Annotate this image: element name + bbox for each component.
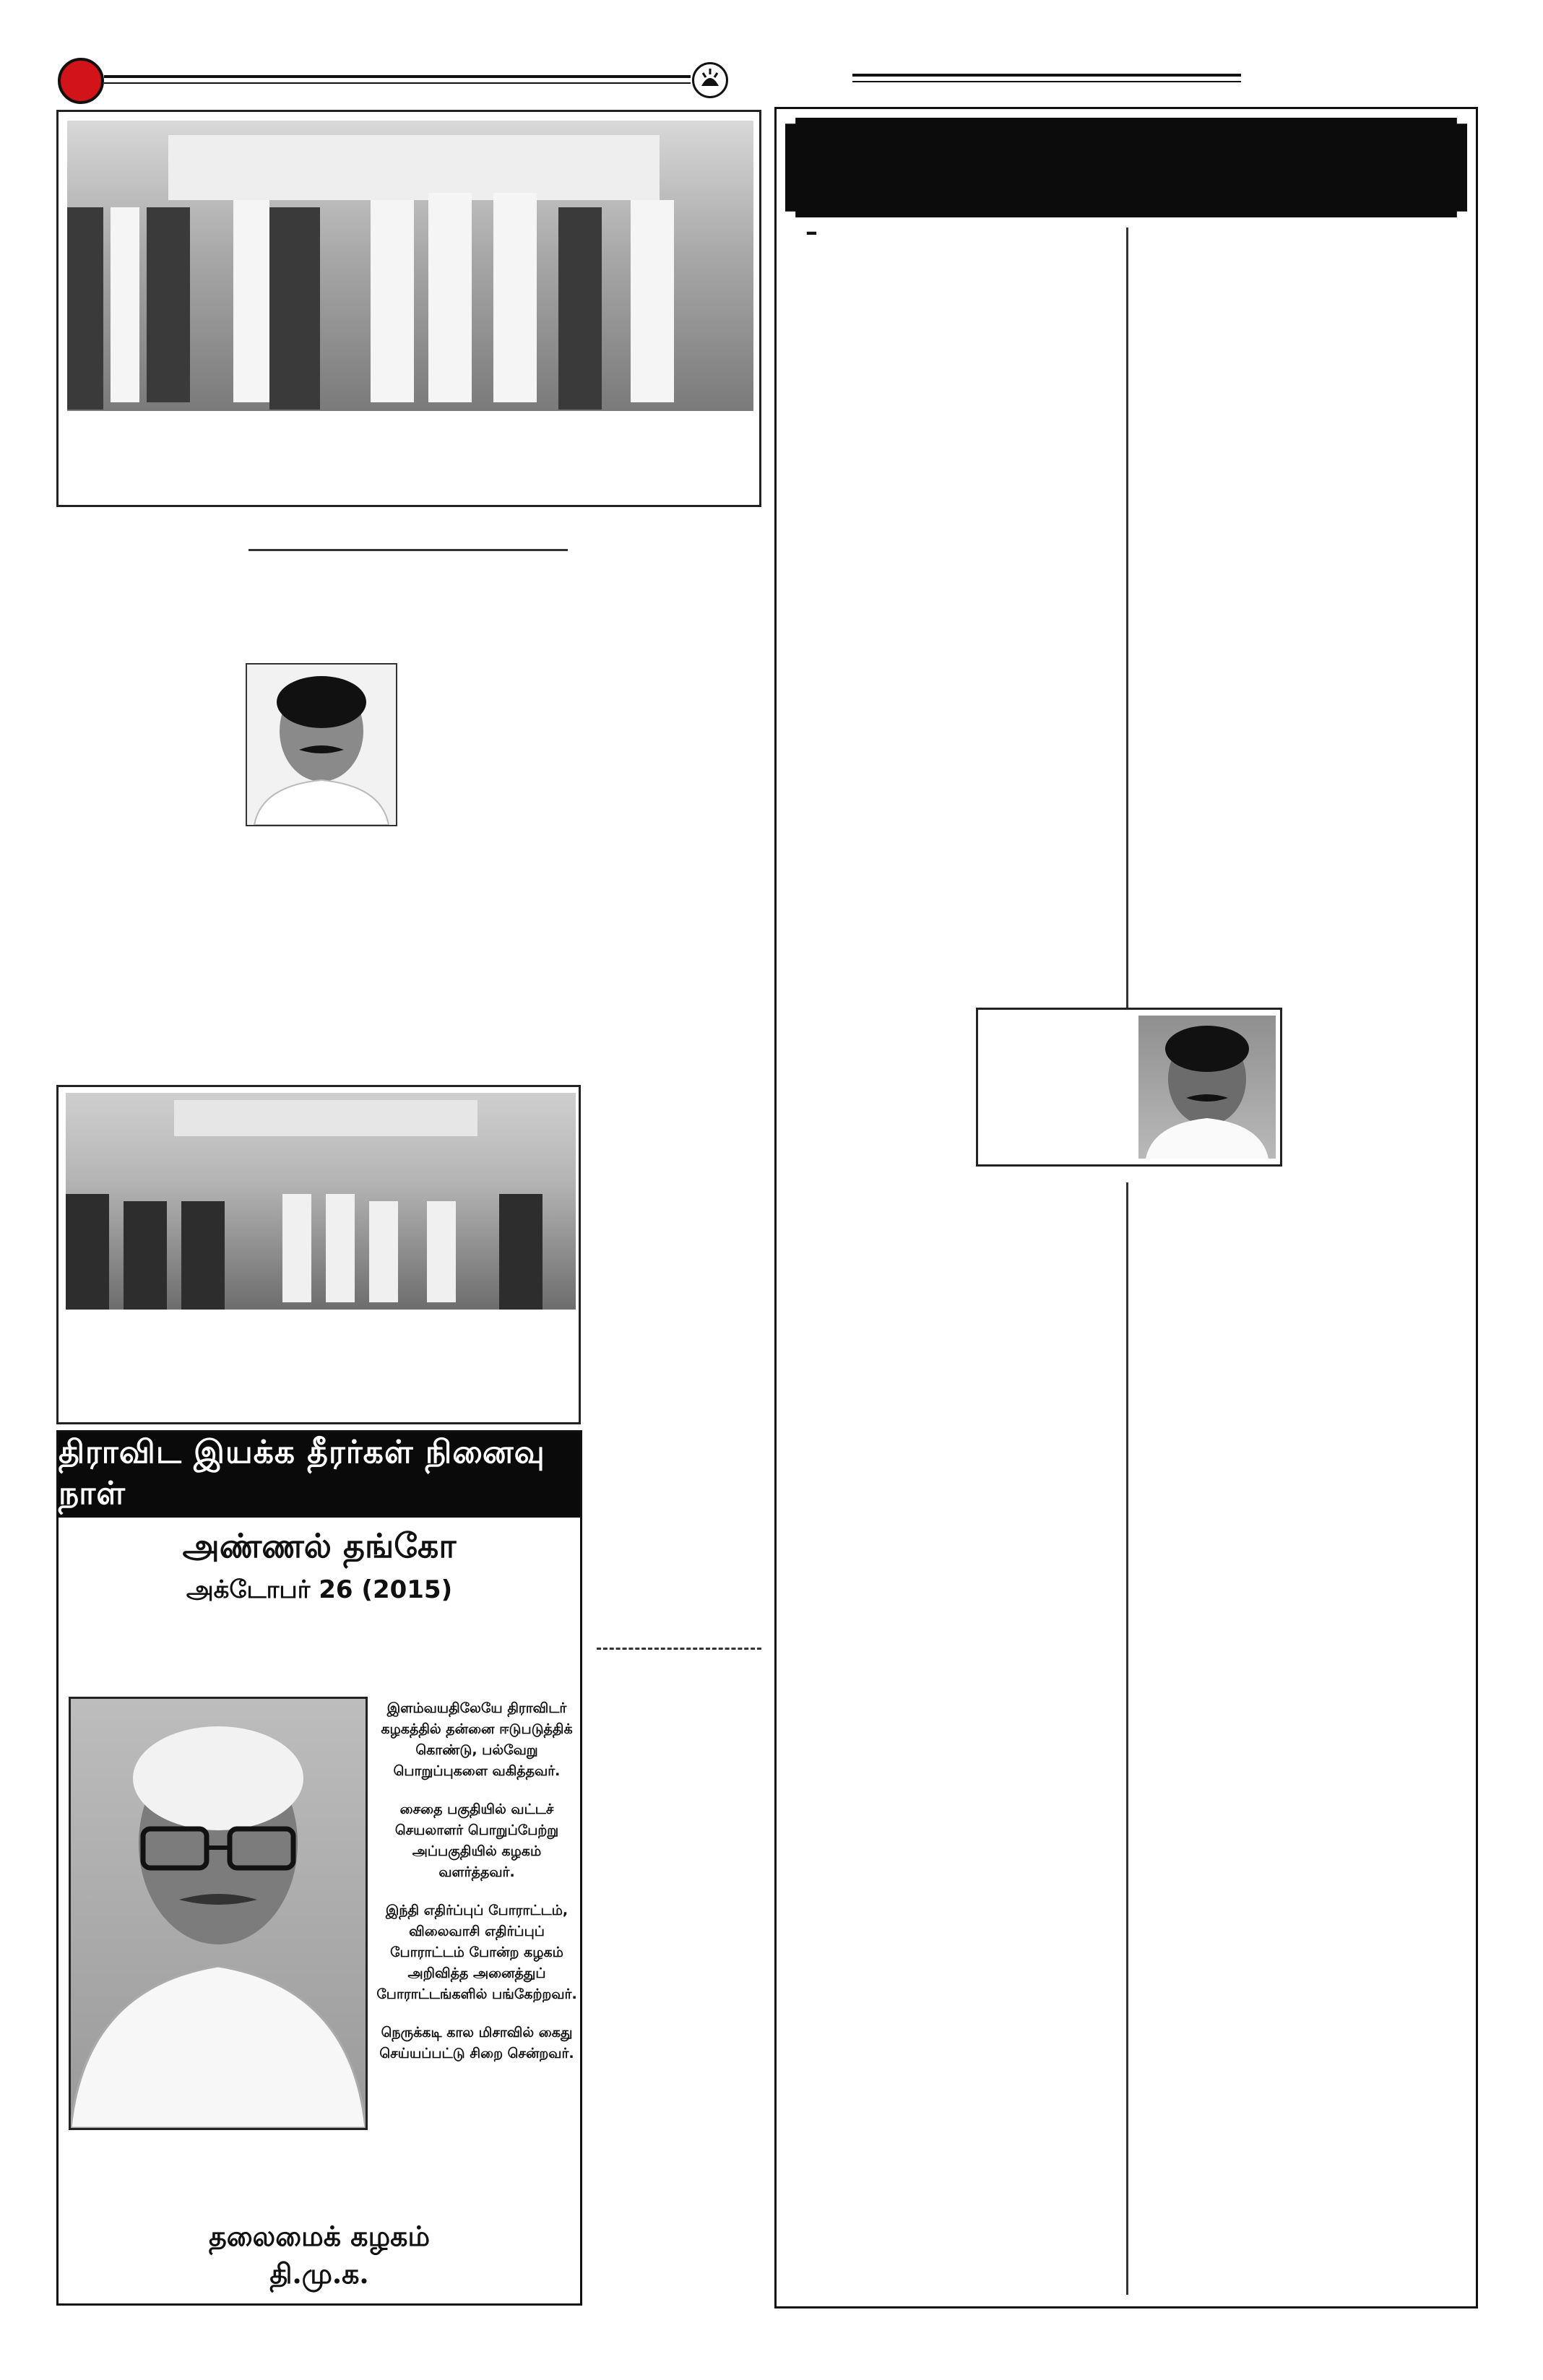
bio-paragraph-4: நெருக்கடி கால மிசாவில் கைது செய்யப்பட்டு சிறை சென்றவர்.: [379, 2025, 574, 2061]
top-photo-box: [56, 110, 761, 507]
memorial-banner: [59, 1432, 580, 1518]
column-divider-lower: [1126, 1182, 1128, 2295]
memorial-name: அண்ணல் தங்கோ: [182, 1526, 457, 1565]
right-article-box: [774, 107, 1478, 2308]
bio-paragraph-3: இந்தி எதிர்ப்புப் போராட்டம், விலைவாசி எதிர்ப்புப் போராட்டம் போன்ற கழகம் அறிவித்த அனைத்துப் போராட்டங்களில் பங்கேற்றவர்.: [376, 1903, 577, 2002]
right-headline-banner: [785, 118, 1467, 217]
bio-paragraph-1: இளம்வயதிலேயே திராவிடர் கழகத்தில் தன்னை ஈடுபடுத்திக் கொண்டு, பல்வேறு பொறுப்புகளை வகித்தவர்.: [381, 1700, 573, 1779]
inset-portrait: [1138, 1016, 1276, 1159]
header-rule-left-2: [104, 82, 691, 84]
column-divider-upper: [1126, 228, 1128, 1064]
portrait-frame: [246, 663, 397, 826]
header-rule-left: [104, 75, 691, 78]
header-rule-right-2: [852, 81, 1241, 82]
memorial-portrait: [69, 1697, 368, 2130]
memorial-footer-line2: தி.மு.க.: [269, 2257, 369, 2290]
rising-sun-logo-icon: [692, 62, 728, 98]
group-photo-box: [56, 1085, 581, 1424]
bio-paragraph-2: சைதை பகுதியில் வட்டச் செயலாளர் பொறுப்பேற்று அப்பகுதியில் கழகம் வளர்த்தவர்.: [394, 1801, 559, 1880]
headline-dash: –: [805, 217, 818, 246]
section-divider: [248, 549, 568, 551]
inset-portrait-box: [976, 1008, 1282, 1167]
memorial-footer-line1: தலைமைக் கழகம்: [208, 2220, 431, 2252]
header-rule-right: [852, 74, 1241, 77]
event-photo: [67, 121, 753, 411]
memorial-box: [56, 1430, 582, 2306]
memorial-date: அக்டோபர் 26 (2015): [186, 1575, 453, 1604]
group-photo: [66, 1093, 576, 1310]
memorial-bio: [375, 1698, 579, 2082]
page-number-circle: [58, 58, 104, 104]
memorial-banner-text: திராவிட இயக்க தீரர்கள் நினைவு நாள்: [59, 1434, 545, 1512]
dashed-divider: [597, 1648, 761, 1650]
